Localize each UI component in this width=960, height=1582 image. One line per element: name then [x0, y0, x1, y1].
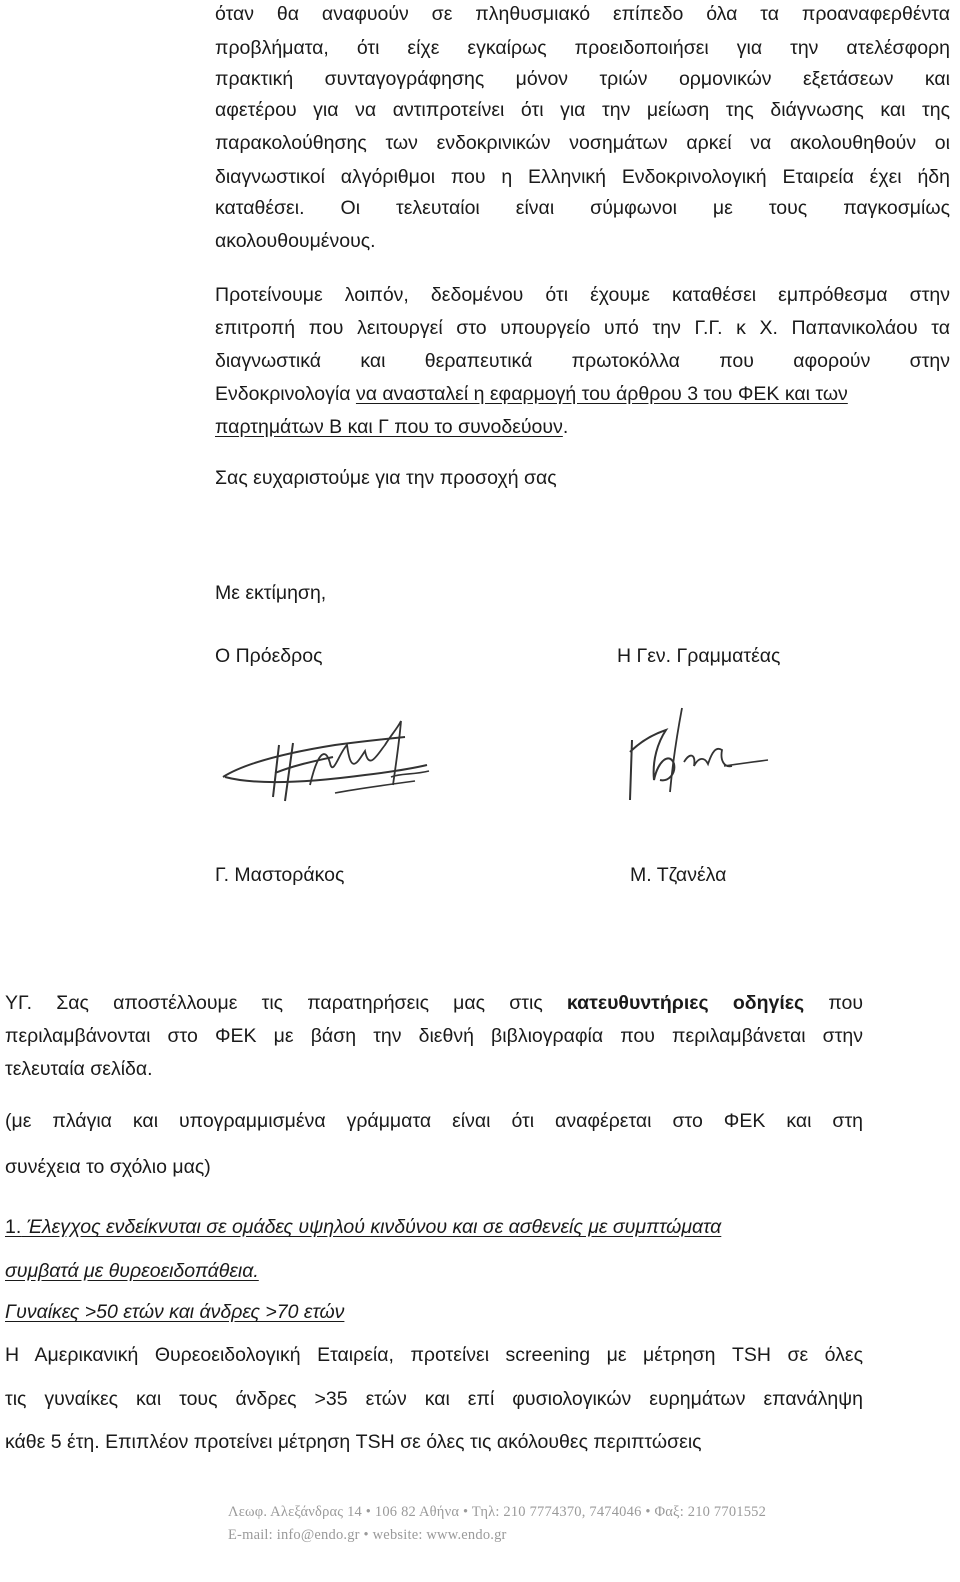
thanks-line: Σας ευχαριστούμε για την προσοχή σας [215, 467, 557, 489]
president-title: Ο Πρόεδρος [215, 645, 323, 667]
guidelines-term: κατευθυντήριες οδηγίες [566, 992, 805, 1014]
item-1-subheading-text: Γυναίκες >50 ετών και άνδρες >70 ετών [5, 1301, 345, 1323]
item-1-line-2 [5, 1259, 259, 1283]
note-line-1: (με πλάγια και υπογραμμισμένα γράμματα είναι ότι αναφέρεται στο ΦΕΚ και στη [5, 1110, 863, 1132]
footer-contact: E-mail: info@endo.gr • website: www.endo.gr [228, 1527, 507, 1543]
secretary-name: Μ. Τζανέλα [630, 864, 727, 886]
postscript-line-1 [5, 991, 863, 1015]
paragraph-2-line-1: Προτείνουμε λοιπόν, δεδομένου ότι έχουμε καταθέσει εμπρόθεσμα στην [215, 284, 950, 306]
closing-line: Με εκτίμηση, [215, 582, 327, 604]
postscript-line-1-start: ΥΓ. Σας αποστέλλουμε τις παρατηρήσεις μας στις [5, 992, 567, 1014]
paragraph-3-line-2: τις γυναίκες και τους άνδρες >35 ετών και επί φυσιολογικών ευρημάτων επανάληψη [5, 1388, 863, 1410]
note-line-2: συνέχεια το σχόλιο μας) [5, 1156, 211, 1178]
paragraph-1-line-1: όταν θα αναφυούν σε πληθυσμιακό επίπεδο όλα τα προαναφερθέντα [215, 3, 950, 25]
paragraph-2-line-5 [215, 415, 568, 439]
paragraph-1-line-5: παρακολούθησης των ενδοκρινικών νοσημάτων αρκεί να ακολουθηθούν οι [215, 132, 950, 154]
paragraph-1-line-4: αφετέρου για να αντιπροτείνει ότι για την μείωση της διάγνωσης και της [215, 99, 950, 121]
footer-address: Λεωφ. Αλεξάνδρας 14 • 106 82 Αθήνα • Τηλ: 210 7774370, 7474046 • Φαξ: 210 7701552 [228, 1504, 767, 1520]
paragraph-2-line-4-text: Ενδοκρινολογία [215, 383, 356, 405]
item-1-line-1 [5, 1215, 863, 1239]
item-1-subheading [5, 1300, 344, 1324]
secretary-signature [612, 700, 772, 810]
item-1-number: 1. [5, 1216, 22, 1238]
postscript-line-1-end: που [804, 992, 864, 1014]
postscript-line-3: τελευταία σελίδα. [5, 1058, 153, 1080]
paragraph-2-line-2: επιτροπή που λειτουργεί στο υπουργείο υπό την Γ.Γ. κ Χ. Παπανικολάου τα [215, 317, 950, 339]
paragraph-1-line-2: προβλήματα, ότι είχε εγκαίρως προειδοποιήσει για την ατελέσφορη [215, 37, 950, 59]
suspension-request-text-cont: παρτημάτων Β και Γ που το συνοδεύουν [215, 416, 563, 438]
paragraph-2-line-5-end: . [562, 416, 569, 438]
paragraph-1-line-7: καταθέσει. Οι τελευταίοι είναι σύμφωνοι με τους παγκοσμίως [215, 197, 950, 219]
paragraph-1-line-8: ακολουθουμένους. [215, 230, 376, 252]
paragraph-1-line-3: πρακτική συνταγογράφησης μόνον τριών ορμονικών εξετάσεων και [215, 68, 950, 90]
postscript-line-2: περιλαμβάνονται στο ΦΕΚ με βάση την διεθνή βιβλιογραφία που περιλαμβάνεται στην [5, 1025, 863, 1047]
president-signature [215, 715, 440, 810]
secretary-title: Η Γεν. Γραμματέας [617, 645, 781, 667]
president-name: Γ. Μαστοράκος [215, 864, 345, 886]
suspension-request-text: να ανασταλεί η εφαρμογή του άρθρου 3 του ΦΕΚ και των [355, 383, 848, 405]
item-1-text-cont: συμβατά με θυρεοειδοπάθεια. [5, 1260, 259, 1282]
item-1-text: Έλεγχος ενδείκνυται σε ομάδες υψηλού κινδύνου και σε ασθενείς με συμπτώματα [21, 1216, 722, 1238]
paragraph-2-line-3: διαγνωστικά και θεραπευτικά πρωτοκόλλα που αφορούν στην [215, 350, 950, 372]
paragraph-3-line-3: κάθε 5 έτη. Επιπλέον προτείνει μέτρηση TSH σε όλες τις ακόλουθες περιπτώσεις [5, 1431, 702, 1453]
paragraph-2-line-4 [215, 382, 848, 406]
paragraph-3-line-1: Η Αμερικανική Θυρεοειδολογική Εταιρεία, προτείνει screening με μέτρηση TSH σε όλες [5, 1344, 863, 1366]
paragraph-1-line-6: διαγνωστικοί αλγόριθμοι που η Ελληνική Ενδοκρινολογική Εταιρεία έχει ήδη [215, 166, 950, 188]
